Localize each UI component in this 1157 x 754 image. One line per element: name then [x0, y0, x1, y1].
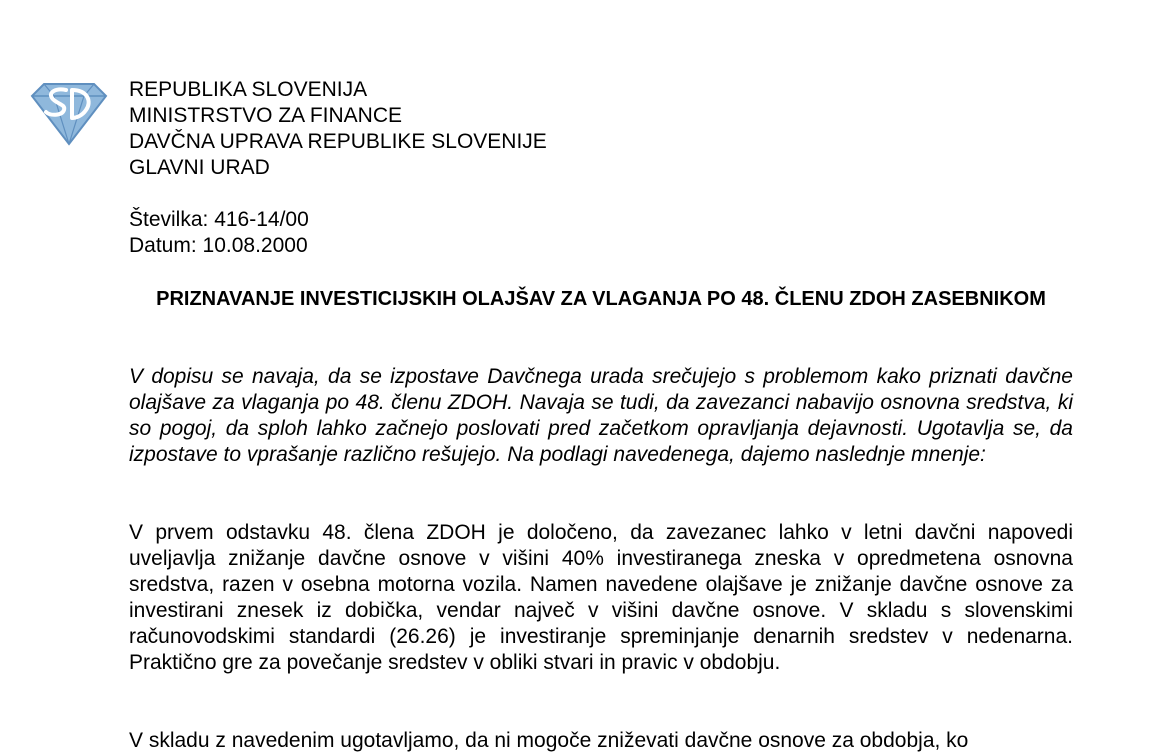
letterhead-line-ministry: MINISTRSTVO ZA FINANCE: [129, 104, 403, 127]
document-number: Številka: 416-14/00: [129, 208, 309, 231]
document-meta: [129, 207, 309, 259]
paragraph-article-48: V prvem odstavku 48. člena ZDOH je določeno, da zavezanec lahko v letni davčni napovedi uveljavlja znižanje davčne osnove v višini 40% investiranega zneska v opredmetena osnovna sredstva, razen v osebna motorna vozila. Namen navedene olajšave je znižanje davčne osnove za investirani znesek iz dobička, vendar največ v višini davčne osnove. V skladu s slovenskimi računovodskimi standardi (26.26) je investiranje spreminjanje denarnih sredstev v nedenarna. Praktično gre za povečanje sredstev v obliki stvari in pravic v obdobju.: [129, 521, 1073, 674]
tax-administration-logo: [26, 78, 112, 150]
letterhead-line-tax-administration: DAVČNA UPRAVA REPUBLIKE SLOVENIJE: [129, 130, 547, 153]
letterhead: [129, 77, 547, 181]
letterhead-line-main-office: GLAVNI URAD: [129, 156, 270, 179]
paragraph-intro: V dopisu se navaja, da se izpostave Davčnega urada srečujejo s problemom kako priznati davčne olajšave za vlaganja po 48. členu ZDOH. Navaja se tudi, da zavezanci nabavijo osnovna sredstva, ki so pogoj, da sploh lahko začnejo poslovati pred začetkom opravljanja dejavnosti. Ugotavlja se, da izpostave to vprašanje različno rešujejo. Na podlagi navedenega, dajemo naslednje mnenje:: [129, 365, 1073, 466]
paragraph-conclusion: V skladu z navedenim ugotavljamo, da ni mogoče zniževati davčne osnove za obdobja, ko: [129, 729, 969, 752]
document-date: Datum: 10.08.2000: [129, 234, 308, 257]
document-title: PRIZNAVANJE INVESTICIJSKIH OLAJŠAV ZA VLAGANJA PO 48. ČLENU ZDOH ZASEBNIKOM: [156, 288, 1046, 310]
letterhead-line-republic: REPUBLIKA SLOVENIJA: [129, 78, 368, 101]
